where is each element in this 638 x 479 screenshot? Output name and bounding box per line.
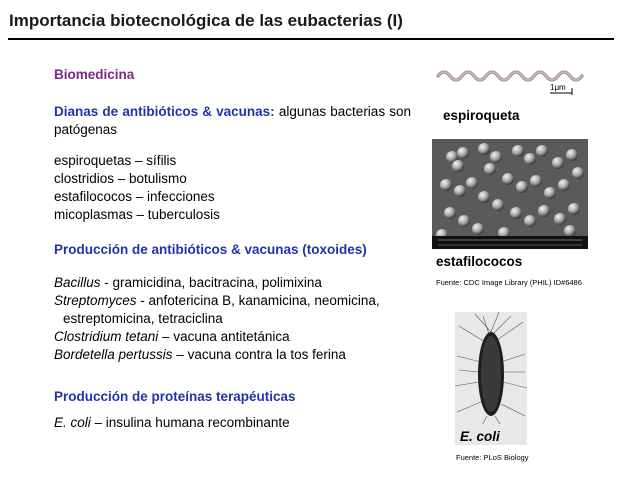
staphylococci-image bbox=[432, 139, 588, 249]
antibiotic-item bbox=[54, 328, 380, 346]
disease-item: micoplasmas – tuberculosis bbox=[54, 207, 220, 222]
staphylococci-source: Fuente: CDC Image Library (PHIL) ID#6486 bbox=[436, 278, 582, 287]
spirochete-image bbox=[432, 64, 588, 98]
separator: – bbox=[172, 347, 188, 362]
scale-bar-label: 1μm bbox=[550, 83, 566, 92]
ecoli-caption: E. coli bbox=[460, 429, 500, 444]
product-list: gramicidina, bacitracina, polimixina bbox=[112, 275, 322, 290]
product-list: vacuna contra la tos ferina bbox=[187, 347, 346, 362]
product-text: insulina humana recombinante bbox=[105, 415, 290, 430]
disease-item: espiroquetas – sífilis bbox=[54, 153, 177, 168]
separator: - bbox=[100, 275, 113, 290]
organism-name: Streptomyces bbox=[54, 293, 137, 308]
disease-item: estafilococos – infecciones bbox=[54, 189, 215, 204]
product-list: vacuna antitetánica bbox=[173, 329, 290, 344]
organism-name: Bacillus bbox=[54, 275, 101, 290]
organism-name: E. coli bbox=[54, 415, 91, 430]
disease-item: clostridios – botulismo bbox=[54, 171, 187, 186]
product-list: estreptomicina, tetraciclina bbox=[63, 311, 223, 326]
organism-name: Clostridium tetani bbox=[54, 329, 159, 344]
title-divider bbox=[8, 38, 614, 40]
antibiotic-item bbox=[54, 346, 380, 364]
targets-paragraph bbox=[54, 103, 411, 139]
separator: - bbox=[136, 293, 149, 308]
antibiotic-list bbox=[54, 274, 380, 364]
section-heading-proteins: Producción de proteínas terapéuticas bbox=[54, 389, 296, 404]
protein-item bbox=[54, 414, 290, 432]
antibiotic-item bbox=[54, 274, 380, 292]
antibiotic-item bbox=[54, 310, 380, 328]
staphylococci-caption: estafilococos bbox=[436, 254, 523, 269]
slide-title: Importancia biotecnológica de las eubacterias (I) bbox=[9, 11, 403, 30]
organism-name: Bordetella pertussis bbox=[54, 347, 173, 362]
ecoli-source: Fuente: PLoS Biology bbox=[456, 453, 529, 462]
product-list: anfotericina B, kanamicina, neomicina, bbox=[148, 293, 380, 308]
section-heading-biomedicina: Biomedicina bbox=[54, 67, 135, 82]
separator: – bbox=[90, 415, 106, 430]
targets-text: algunas bacterias son patógenas bbox=[54, 104, 411, 137]
antibiotic-item bbox=[54, 292, 380, 310]
section-heading-antibiotics: Producción de antibióticos & vacunas (toxoides) bbox=[54, 242, 367, 257]
ecoli-image bbox=[455, 312, 527, 445]
separator: – bbox=[158, 329, 174, 344]
disease-list bbox=[54, 152, 220, 224]
spirochete-caption: espiroqueta bbox=[443, 108, 520, 123]
targets-label: Dianas de antibióticos & vacunas: bbox=[54, 104, 275, 119]
